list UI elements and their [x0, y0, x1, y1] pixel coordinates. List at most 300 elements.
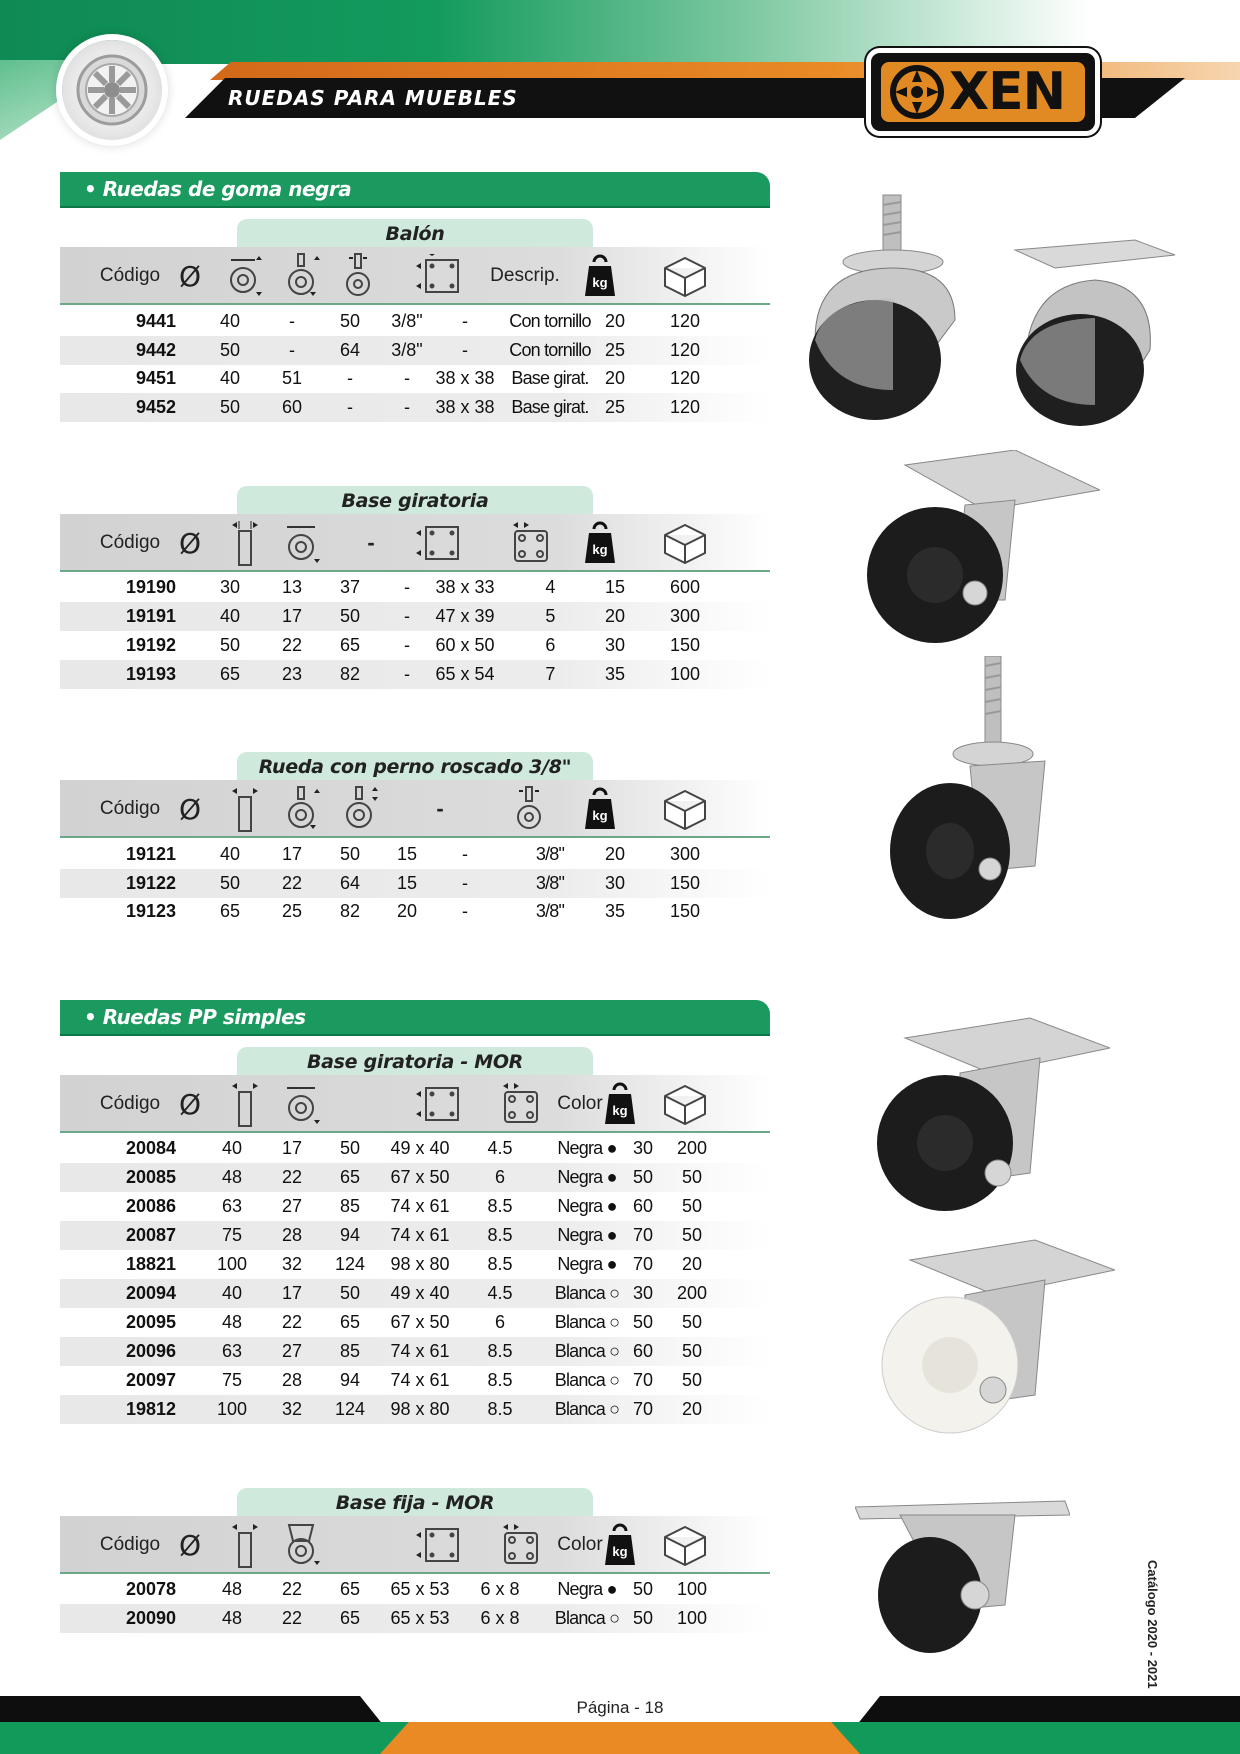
table-cell: 48 [221, 1167, 243, 1187]
table-title-perno: Rueda con perno roscado 3/8" [237, 752, 593, 780]
product-code: 9442 [135, 339, 176, 360]
wheel-width-icon [220, 1516, 270, 1574]
table-cell: 40 [221, 1283, 243, 1303]
oxen-logo [866, 48, 1100, 136]
col-descrip: Descrip. [490, 265, 560, 286]
table-cell: 20 [681, 1254, 703, 1274]
table-row [60, 1250, 770, 1279]
table-cell: 30 [604, 635, 626, 655]
product-image-base-fija [855, 1495, 1070, 1655]
table-cell: Negra ● [557, 1579, 617, 1599]
table-cell: 67 x 50 [390, 1312, 450, 1332]
product-code: 9441 [135, 311, 176, 331]
table-cell: 50 [681, 1341, 703, 1361]
table-cell: 50 [632, 1312, 654, 1332]
table-cell: 3/8" [535, 872, 565, 893]
plate-holes-icon [405, 1075, 475, 1133]
table-cell: 100 [676, 1579, 708, 1599]
table-cell: 48 [221, 1579, 243, 1599]
table-cell: 23 [281, 664, 303, 684]
table-cell: 20 [604, 606, 626, 626]
table-cell: 38 x 38 [435, 368, 495, 388]
table-cell: 15 [396, 844, 418, 864]
col-codigo: Código [99, 1534, 161, 1555]
weight-icon [600, 1075, 640, 1133]
table-row [60, 660, 770, 689]
table-cell: 4.5 [487, 1138, 513, 1158]
table-row [60, 1221, 770, 1250]
header-dash: - [367, 530, 375, 555]
table-cell: 40 [221, 1138, 243, 1158]
product-image-balon-tornillo [795, 190, 985, 430]
table-row [60, 602, 770, 631]
product-image-mor-negra [870, 1013, 1110, 1213]
table-cell: 4.5 [487, 1283, 513, 1303]
table-cell: 40 [219, 606, 241, 626]
table-title-fija: Base fija - MOR [237, 1488, 593, 1516]
product-code: 19812 [125, 1399, 176, 1419]
product-image-perno-roscado [885, 656, 1060, 924]
wheel-caster-height-icon [278, 247, 328, 305]
product-image-base-giratoria [865, 450, 1100, 645]
logo-text: XEN [949, 62, 1066, 122]
table-cell: 50 [339, 311, 361, 331]
weight-label: kg [592, 542, 608, 557]
table-row [60, 1308, 770, 1337]
table-cell: 50 [219, 635, 241, 655]
plate-holes-icon [405, 1516, 475, 1574]
wheel-width-icon [220, 1075, 270, 1133]
header-dash: - [436, 796, 444, 821]
table-cell: 150 [669, 901, 701, 921]
table-cell: 50 [219, 339, 241, 360]
table-cell: 65 x 53 [390, 1608, 450, 1628]
box-icon [655, 780, 715, 838]
table-cell: 40 [219, 368, 241, 388]
table-cell: 65 x 53 [390, 1579, 450, 1599]
table-cell: 70 [632, 1370, 654, 1390]
table-cell: 65 x 54 [435, 664, 495, 684]
table-cell: 6 [494, 1167, 505, 1187]
table-row [60, 307, 770, 336]
table-cell: 40 [219, 311, 241, 331]
wheel-side-height-icon [220, 247, 270, 305]
table-cell: 120 [669, 396, 701, 417]
table-cell: 8.5 [487, 1341, 513, 1361]
table-cell: 15 [604, 577, 626, 597]
table-cell: Negra ● [557, 1167, 617, 1187]
table-cell: 27 [281, 1341, 303, 1361]
table-cell: 49 x 40 [390, 1283, 450, 1303]
table-cell: 65 [339, 635, 361, 655]
product-code: 9452 [135, 396, 176, 417]
table-row [60, 840, 770, 869]
table-cell: Blanca ○ [554, 1283, 620, 1303]
table-cell: 5 [545, 606, 555, 626]
weight-icon [580, 514, 620, 572]
table-cell: 6 x 8 [480, 1579, 520, 1599]
table-cell: 3/8" [535, 901, 565, 921]
table-cell: 20 [681, 1399, 703, 1419]
plate-holes-icon [405, 514, 475, 572]
weight-label: kg [592, 275, 608, 290]
col-codigo: Código [99, 265, 161, 286]
table-cell: 74 x 61 [390, 1196, 450, 1216]
page-header [0, 0, 1240, 150]
table-cell: 30 [604, 872, 626, 893]
table-cell: 20 [396, 901, 418, 921]
catalog-label: Catálogo 2020 - 2021 [1145, 1560, 1160, 1689]
table-cell: - [404, 635, 410, 655]
product-image-balon-base [985, 230, 1185, 430]
table-cell: 75 [221, 1225, 243, 1245]
product-code: 20086 [125, 1196, 176, 1216]
table-cell: - [289, 339, 295, 360]
table-cell: - [462, 901, 468, 921]
header-title: RUEDAS PARA MUEBLES [228, 86, 518, 110]
wheel-side-height-icon [278, 514, 328, 572]
wheel-width-icon [220, 780, 270, 838]
product-code: 20095 [125, 1312, 176, 1332]
table-cell: 6 [545, 635, 555, 655]
page-number: Página - 18 [576, 1698, 664, 1717]
table-cell: 35 [604, 664, 626, 684]
table-cell: 50 [681, 1312, 703, 1332]
table-cell: 120 [669, 311, 701, 331]
weight-label: kg [612, 1103, 628, 1118]
table-cell: 50 [632, 1579, 654, 1599]
table-title-mor: Base giratoria - MOR [237, 1047, 593, 1075]
table-row [60, 1279, 770, 1308]
product-code: 9451 [135, 368, 176, 388]
diameter-icon: Ø [178, 792, 202, 826]
table-cell: Negra ● [557, 1225, 617, 1245]
product-image-mor-blanca [875, 1235, 1115, 1435]
table-cell: Base girat. [511, 396, 589, 417]
table-cell: 28 [281, 1225, 303, 1245]
table-cell: 20 [604, 311, 626, 331]
table-cell: Base girat. [511, 368, 589, 388]
table-row [60, 364, 770, 393]
table-header-balon [60, 247, 770, 305]
table-row [60, 631, 770, 660]
table-cell: 64 [339, 872, 361, 893]
table-cell: 38 x 33 [435, 577, 495, 597]
section-title: • Ruedas PP simples [84, 1005, 306, 1029]
table-cell: 22 [281, 635, 303, 655]
table-header-fija [60, 1516, 770, 1574]
table-row [60, 1604, 770, 1633]
table-cell: 8.5 [487, 1225, 513, 1245]
table-cell: 25 [281, 901, 303, 921]
table-cell: 6 x 8 [480, 1608, 520, 1628]
plate-holes-icon [405, 247, 475, 305]
product-code: 20085 [125, 1167, 176, 1187]
weight-icon [580, 247, 620, 305]
table-cell: 150 [669, 635, 701, 655]
fixed-wheel-height-icon [278, 1516, 328, 1574]
table-cell: 74 x 61 [390, 1370, 450, 1390]
product-code: 18821 [125, 1254, 176, 1274]
table-cell: 50 [681, 1167, 703, 1187]
product-code: 20078 [125, 1579, 176, 1599]
box-icon [655, 1075, 715, 1133]
table-cell: 51 [281, 368, 303, 388]
table-cell: - [462, 844, 468, 864]
box-icon [655, 1516, 715, 1574]
table-cell: Negra ● [557, 1196, 617, 1216]
table-cell: 28 [281, 1370, 303, 1390]
table-cell: 85 [339, 1196, 361, 1216]
product-code: 19121 [125, 844, 176, 864]
product-code: 20094 [125, 1283, 176, 1303]
box-icon [655, 247, 715, 305]
table-row [60, 1192, 770, 1221]
product-code: 19122 [125, 872, 176, 893]
col-codigo: Código [99, 798, 161, 819]
table-cell: 50 [219, 396, 241, 417]
table-row [60, 1575, 770, 1604]
table-cell: - [404, 396, 410, 417]
thread-wheel-icon [336, 247, 386, 305]
table-cell: 50 [339, 1283, 361, 1303]
table-cell: 15 [396, 872, 418, 893]
table-cell: 35 [604, 901, 626, 921]
col-color: Color [557, 1534, 603, 1555]
diameter-icon: Ø [178, 259, 202, 293]
table-cell: 22 [281, 1579, 303, 1599]
table-cell: 13 [281, 577, 303, 597]
product-code: 20087 [125, 1225, 176, 1245]
table-cell: 60 [632, 1196, 654, 1216]
table-cell: 50 [219, 872, 241, 893]
table-cell: 124 [334, 1399, 366, 1419]
table-cell: Blanca ○ [554, 1399, 620, 1419]
table-row [60, 393, 770, 422]
table-cell: 63 [221, 1196, 243, 1216]
wheel-caster-height-icon [278, 780, 328, 838]
diameter-icon: Ø [178, 1528, 202, 1562]
table-cell: - [404, 606, 410, 626]
table-cell: 3/8" [535, 844, 565, 864]
table-cell: 8.5 [487, 1399, 513, 1419]
table-cell: 60 x 50 [435, 635, 495, 655]
table-cell: 65 [219, 664, 241, 684]
table-cell: 22 [281, 1608, 303, 1628]
table-cell: 22 [281, 1167, 303, 1187]
product-code: 20097 [125, 1370, 176, 1390]
table-cell: 50 [339, 844, 361, 864]
table-cell: 75 [221, 1370, 243, 1390]
table-cell: - [289, 311, 295, 331]
table-cell: 50 [339, 606, 361, 626]
table-cell: 27 [281, 1196, 303, 1216]
table-cell: 48 [221, 1608, 243, 1628]
table-cell: 22 [281, 872, 303, 893]
table-cell: 17 [281, 844, 303, 864]
table-row [60, 1134, 770, 1163]
table-cell: 8.5 [487, 1196, 513, 1216]
table-cell: 7 [545, 664, 555, 684]
table-cell: 4 [545, 577, 555, 597]
table-cell: 50 [339, 1138, 361, 1158]
table-cell: 65 [339, 1312, 361, 1332]
table-cell: 22 [281, 1312, 303, 1332]
table-cell: - [347, 368, 353, 388]
table-cell: 65 [339, 1608, 361, 1628]
table-cell: 3/8" [391, 339, 423, 360]
table-cell: 32 [281, 1399, 303, 1419]
table-row [60, 1395, 770, 1424]
table-cell: 67 x 50 [390, 1167, 450, 1187]
table-cell: 65 [339, 1167, 361, 1187]
table-cell: 600 [669, 577, 701, 597]
table-cell: 64 [339, 339, 361, 360]
box-icon [655, 514, 715, 572]
table-header-perno [60, 780, 770, 838]
table-cell: 20 [604, 368, 626, 388]
table-cell: 85 [339, 1341, 361, 1361]
wheel-icon [62, 40, 162, 140]
table-cell: 49 x 40 [390, 1138, 450, 1158]
col-codigo: Código [99, 532, 161, 553]
table-cell: 6 [494, 1312, 505, 1332]
table-cell: Negra ● [557, 1254, 617, 1274]
table-cell: 8.5 [487, 1254, 513, 1274]
table-cell: 60 [632, 1341, 654, 1361]
table-cell: - [404, 664, 410, 684]
table-cell: 100 [669, 664, 701, 684]
table-cell: 94 [339, 1225, 361, 1245]
wheel-side-height-icon [278, 1075, 328, 1133]
footer-orange-band [380, 1722, 860, 1754]
table-cell: 82 [339, 901, 361, 921]
table-cell: 20 [604, 844, 626, 864]
table-cell: 70 [632, 1254, 654, 1274]
table-cell: 74 x 61 [390, 1225, 450, 1245]
product-code: 20084 [125, 1138, 176, 1158]
table-row [60, 1163, 770, 1192]
section-title: • Ruedas de goma negra [84, 177, 352, 201]
table-cell: 25 [604, 396, 626, 417]
table-cell: Blanca ○ [554, 1312, 620, 1332]
table-cell: 100 [676, 1608, 708, 1628]
table-cell: 120 [669, 368, 701, 388]
table-cell: 200 [676, 1283, 708, 1303]
product-code: 19123 [125, 901, 176, 921]
table-title-balon: Balón [237, 219, 593, 247]
table-cell: 98 x 80 [390, 1254, 450, 1274]
logo-wheel-icon [889, 64, 945, 120]
table-cell: 32 [281, 1254, 303, 1274]
product-code: 19192 [125, 635, 176, 655]
table-cell: 94 [339, 1370, 361, 1390]
plate-hole-size-icon [490, 1075, 550, 1133]
table-cell: - [462, 339, 468, 360]
table-cell: - [462, 311, 468, 331]
table-cell: 70 [632, 1225, 654, 1245]
table-cell: 120 [669, 339, 701, 360]
table-cell: 30 [219, 577, 241, 597]
table-cell: 50 [681, 1196, 703, 1216]
table-cell: 48 [221, 1312, 243, 1332]
table-cell: 300 [669, 606, 701, 626]
table-cell: 50 [632, 1608, 654, 1628]
table-cell: 25 [604, 339, 626, 360]
table-cell: Blanca ○ [554, 1341, 620, 1361]
table-cell: 200 [676, 1138, 708, 1158]
product-code: 19190 [125, 577, 176, 597]
weight-label: kg [592, 808, 608, 823]
table-header-mor [60, 1075, 770, 1133]
wheel-width-icon [220, 514, 270, 572]
table-cell: 124 [334, 1254, 366, 1274]
product-code: 20090 [125, 1608, 176, 1628]
table-cell: 47 x 39 [435, 606, 495, 626]
table-cell: - [347, 396, 353, 417]
table-cell: 38 x 38 [435, 396, 495, 417]
product-code: 19193 [125, 664, 176, 684]
table-row [60, 1366, 770, 1395]
table-cell: 100 [216, 1399, 248, 1419]
table-cell: 50 [632, 1167, 654, 1187]
weight-label: kg [612, 1544, 628, 1559]
table-cell: 17 [281, 1138, 303, 1158]
table-cell: 74 x 61 [390, 1341, 450, 1361]
table-cell: 82 [339, 664, 361, 684]
table-row [60, 897, 770, 926]
plate-hole-size-icon [500, 514, 560, 572]
table-cell: 150 [669, 872, 701, 893]
table-row [60, 869, 770, 898]
table-row [60, 1337, 770, 1366]
table-cell: 30 [632, 1138, 654, 1158]
table-cell: 17 [281, 606, 303, 626]
offset-icon [336, 780, 386, 838]
col-codigo: Código [99, 1093, 161, 1114]
table-cell: 37 [339, 577, 361, 597]
table-cell: 65 [339, 1579, 361, 1599]
table-cell: 3/8" [391, 311, 423, 331]
section-goma-negra [60, 172, 770, 208]
table-cell: - [404, 368, 410, 388]
table-title-giratoria: Base giratoria [237, 486, 593, 514]
col-color: Color [557, 1093, 603, 1114]
table-cell: 60 [281, 396, 303, 417]
product-code: 20096 [125, 1341, 176, 1361]
thread-wheel-icon [500, 780, 560, 838]
plate-hole-size-icon [490, 1516, 550, 1574]
table-cell: 50 [681, 1370, 703, 1390]
table-cell: Con tornillo [509, 311, 591, 331]
table-cell: 63 [221, 1341, 243, 1361]
table-cell: Con tornillo [509, 339, 591, 360]
table-cell: Blanca ○ [554, 1370, 620, 1390]
diameter-icon: Ø [178, 526, 202, 560]
table-cell: 8.5 [487, 1370, 513, 1390]
table-cell: 30 [632, 1283, 654, 1303]
table-cell: - [462, 872, 468, 893]
table-cell: Blanca ○ [554, 1608, 620, 1628]
weight-icon [600, 1516, 640, 1574]
table-cell: 300 [669, 844, 701, 864]
product-code: 19191 [125, 606, 176, 626]
table-row [60, 573, 770, 602]
table-cell: 100 [216, 1254, 248, 1274]
table-row [60, 336, 770, 365]
table-cell: 98 x 80 [390, 1399, 450, 1419]
weight-icon [580, 780, 620, 838]
